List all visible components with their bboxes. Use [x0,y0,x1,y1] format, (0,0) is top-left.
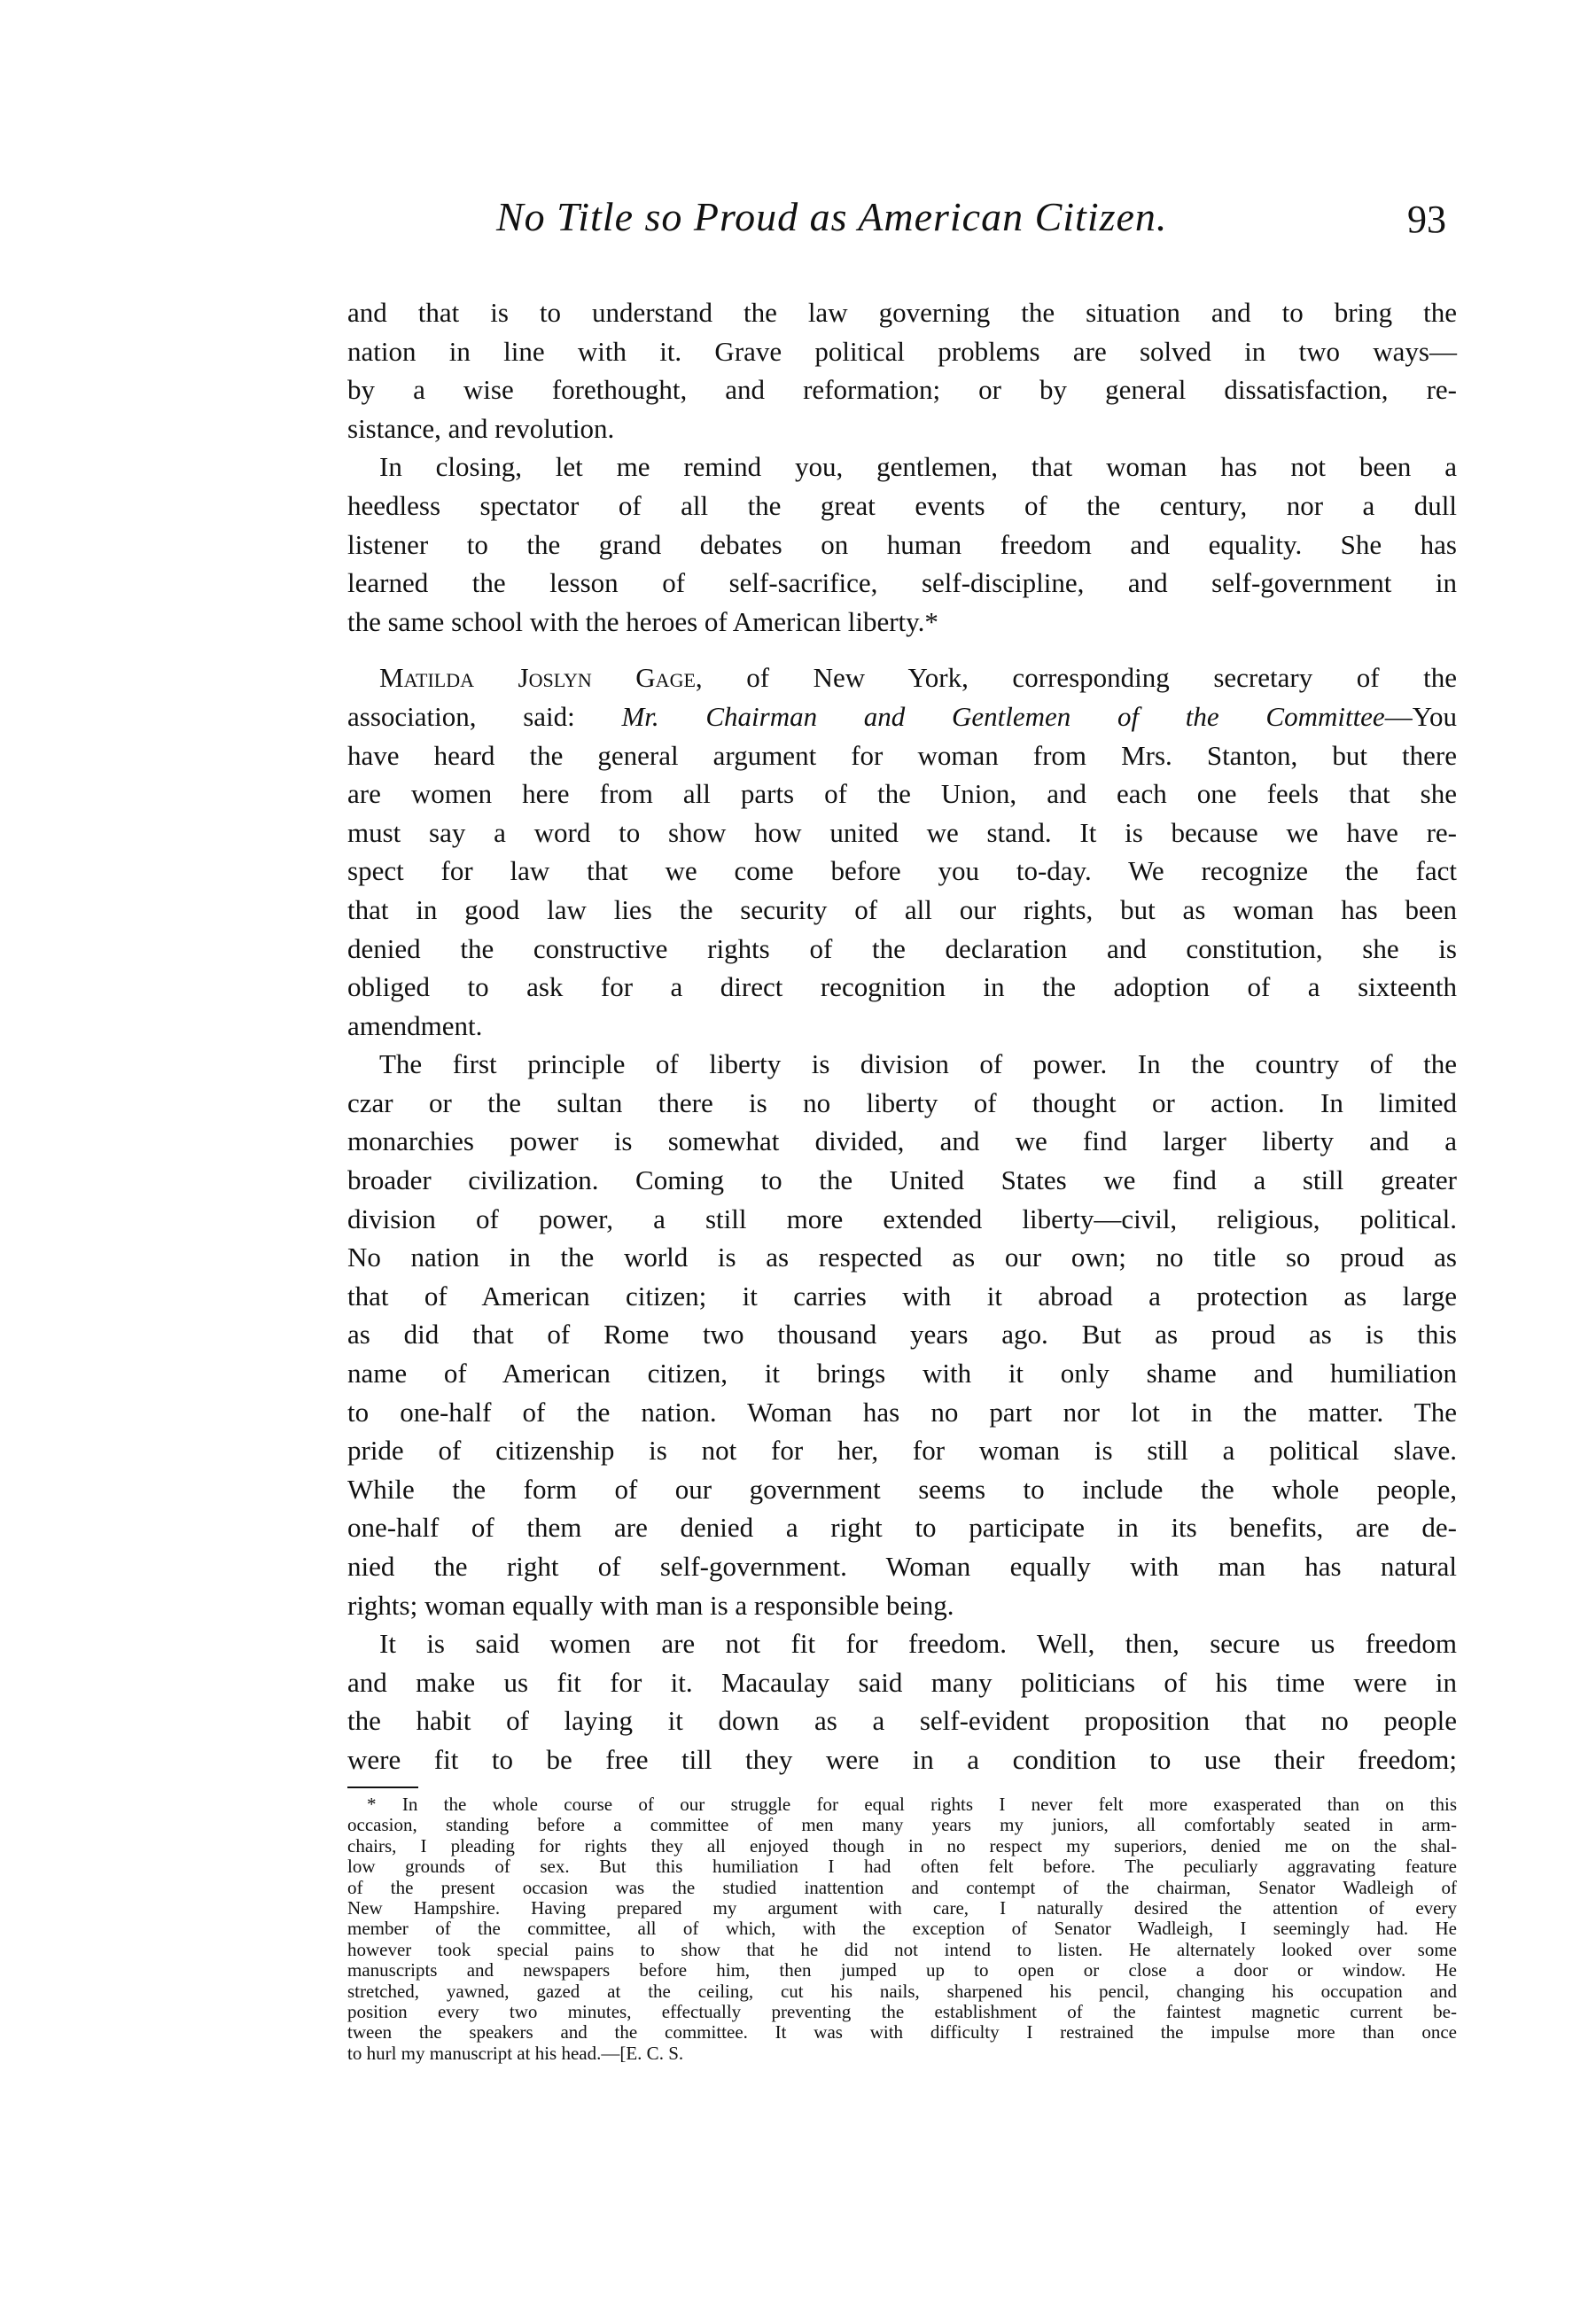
text-line: manuscripts and newspapers before him, then jumped up to open or close a door or window. He [347,1959,1457,1981]
text-line: denied the constructive rights of the declaration and constitution, she is [347,932,1457,964]
text-segment: association, said: [347,700,622,732]
text-line: No nation in the world is as respected as our own; no title so proud as [347,1242,1457,1273]
text-line: stretched, yawned, gazed at the ceiling, cut his nails, sharpened his pencil, changing his occupation and [347,1980,1457,2002]
text-line: occasion, standing before a committee of men many years my juniors, all comfortably seated in arm- [347,1814,1457,1836]
text-line: tween the speakers and the committee. It was with difficulty I restrained the impulse more than once [347,2021,1457,2043]
body-text [347,293,1457,1779]
text-line: The first principle of liberty is division of power. In the country of the [379,1048,1457,1080]
text-line: listener to the grand debates on human freedom and equality. She has [347,528,1457,560]
text-line: by a wise forethought, and reformation; or by general dissatisfaction, re- [347,374,1457,406]
speaker-name: Matilda Joslyn Gage [379,662,696,694]
page-number: 93 [1407,198,1446,241]
text-line: have heard the general argument for woman from Mrs. Stanton, but there [347,739,1457,771]
text-line: member of the committee, all of which, with the exception of Senator Wadleigh, I seemingly had. He [347,1918,1457,1940]
text-line: nied the right of self-government. Woman equally with man has natural [347,1551,1457,1582]
text-line: In closing, let me remind you, gentlemen, that woman has not been a [379,451,1457,483]
text-line: one-half of them are denied a right to participate in its benefits, are de- [347,1512,1457,1544]
paragraph [347,1624,1457,1779]
text-line: amendment. [347,1009,483,1041]
text-line: broader civilization. Coming to the United States we find a still greater [347,1164,1457,1196]
text-line: spect for law that we come before you to-day. We recognize the fact [347,855,1457,887]
text-line: and that is to understand the law governing the situation and to bring the [347,297,1457,328]
text-line: however took special pains to show that he did not intend to listen. He alternately looked over some [347,1938,1457,1960]
paragraph [347,658,1457,1045]
paragraph [347,448,1457,641]
text-line: were fit to be free till they were in a condition to use their freedom; [347,1743,1457,1775]
text-line: sistance, and revolution. [347,412,615,444]
text-line: It is said women are not fit for freedom. Well, then, secure us freedom [379,1628,1457,1660]
text-line: that of American citizen; it carries with it abroad a protection as large [347,1280,1457,1312]
paragraph [347,293,1457,448]
text-segment: , of New York, corresponding secretary of the [695,662,1457,694]
text-line: of the present occasion was the studied inattention and contempt of the chairman, Senator Wadleigh of [347,1876,1457,1898]
footnote [347,1794,1457,2064]
text-line: division of power, a still more extended liberty—civil, religious, political. [347,1203,1457,1234]
text-line: name of American citizen, it brings with it only shame and humiliation [347,1358,1457,1390]
text-line: nation in line with it. Grave political problems are solved in two ways— [347,335,1457,367]
text-line: as did that of Rome two thousand years ago. But as proud as is this [347,1319,1457,1351]
text-line: obliged to ask for a direct recognition in the adoption of a sixteenth [347,971,1457,1003]
text-line: are women here from all parts of the Union, and each one feels that she [347,778,1457,810]
text-line: the same school with the heroes of American liberty.* [347,605,938,637]
paragraph [347,1045,1457,1624]
running-head-title: No Title so Proud as American Citizen. [496,194,1168,239]
text-line [347,697,1457,736]
text-line: New Hampshire. Having prepared my argument with care, I naturally desired the attention of every [347,1896,1457,1919]
text-line: to one-half of the nation. Woman has no part nor lot in the matter. The [347,1396,1457,1428]
text-line: * In the whole course of our struggle for equal rights I never felt more exasperated than on this [367,1794,1457,1815]
footnote-rule [347,1787,418,1788]
text-line: czar or the sultan there is no liberty of thought or action. In limited [347,1086,1457,1118]
text-line: pride of citizenship is not for her, for woman is still a political slave. [347,1435,1457,1467]
text-line: heedless spectator of all the great events of the century, nor a dull [347,489,1457,521]
text-line: position every two minutes, effectually preventing the establishment of the faintest magnetic current be- [347,2000,1457,2022]
text-line: low grounds of sex. But this humiliation I had often felt before. The peculiarly aggravating feature [347,1856,1457,1878]
text-line: that in good law lies the security of all our rights, but as woman has been [347,893,1457,925]
text-line: monarchies power is somewhat divided, and we find larger liberty and a [347,1125,1457,1157]
text-segment: —You [1384,700,1457,732]
text-line: and make us fit for it. Macaulay said many politicians of his time were in [347,1666,1457,1698]
text-line: rights; woman equally with man is a responsible being. [347,1589,954,1621]
italic-address: Mr. Chairman and Gentlemen of the Committee [621,700,1385,732]
text-line: to hurl my manuscript at his head.—[E. C. S. [347,2042,684,2064]
text-line: must say a word to show how united we stand. It is because we have re- [347,816,1457,848]
text-line [347,658,1457,697]
text-line: the habit of laying it down as a self-evident proposition that no people [347,1705,1457,1737]
text-line: learned the lesson of self-sacrifice, self-discipline, and self-government in [347,567,1457,599]
text-line: chairs, I pleading for rights they all enjoyed though in no respect my superiors, denied me on the shal- [347,1834,1457,1857]
text-line: While the form of our government seems to include the whole people, [347,1473,1457,1505]
